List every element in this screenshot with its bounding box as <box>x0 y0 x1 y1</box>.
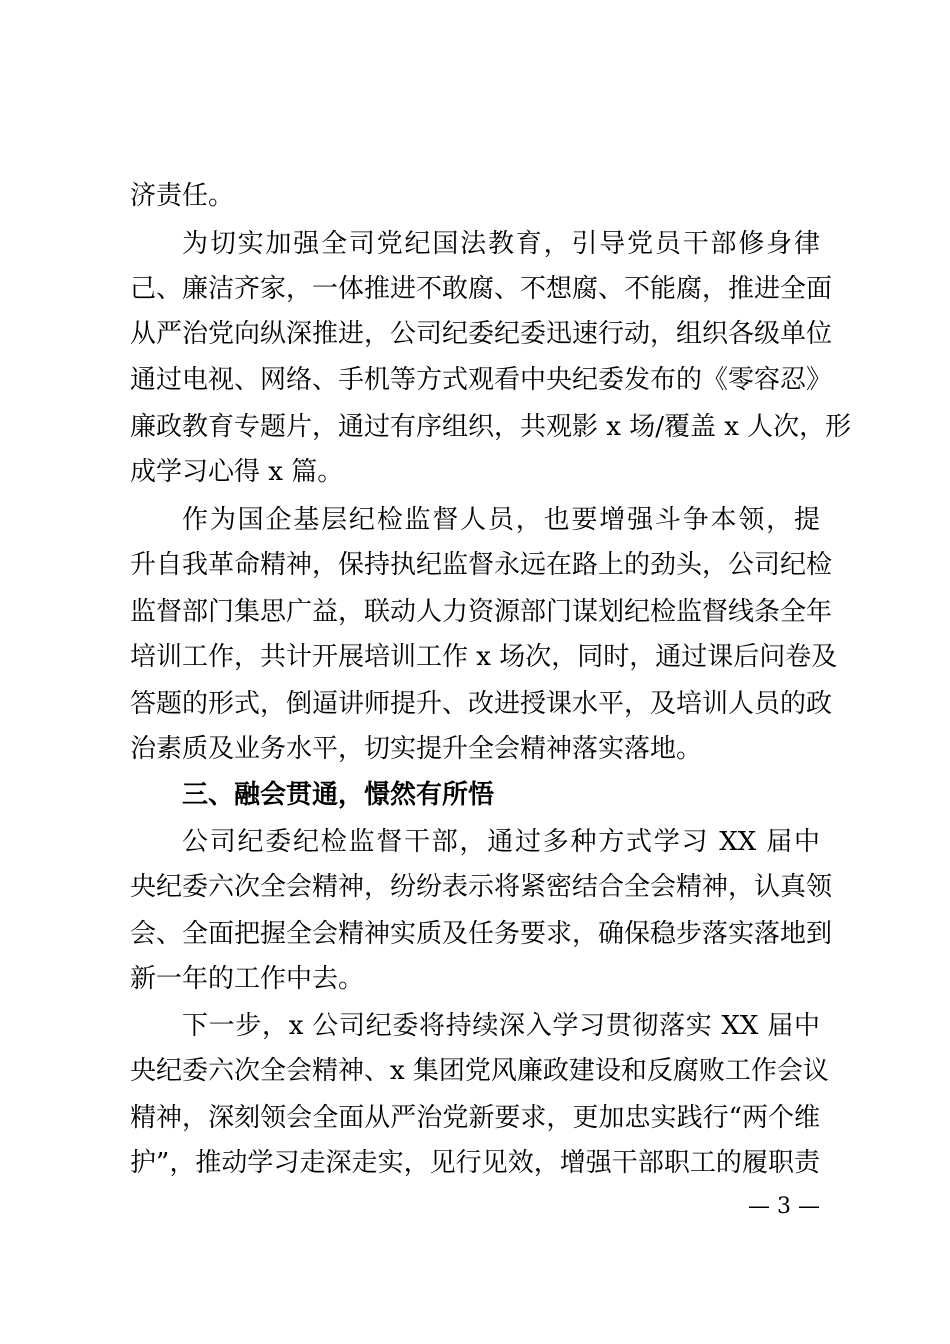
paragraph-line: 公司纪委纪检监督干部，通过多种方式学习 XX 届中 <box>182 827 820 857</box>
paragraph-line: 护”，推动学习走深走实，见行见效，增强干部职工的履职责 <box>130 1148 820 1178</box>
paragraph-line: 新一年的工作中去。 <box>130 964 365 994</box>
paragraph-line: 廉政教育专题片，通过有序组织，共观影 x 场/覆盖 x 人次，形 <box>130 412 852 442</box>
paragraph-line: 治素质及业务水平，切实提升全会精神落实落地。 <box>130 734 703 764</box>
paragraph-line: 央纪委六次全会精神，纷纷表示将紧密结合全会精神，认真领 <box>130 872 833 902</box>
paragraph-line: 央纪委六次全会精神、x 集团党风廉政建设和反腐败工作会议 <box>130 1056 829 1086</box>
paragraph-line: 答题的形式，倒逼讲师提升、改进授课水平，及培训人员的政 <box>130 689 833 719</box>
paragraph-line: 下一步，x 公司纪委将持续深入学习贯彻落实 XX 届中 <box>182 1011 820 1041</box>
page-number: — 3 — <box>748 1194 820 1219</box>
paragraph-line: 培训工作，共计开展培训工作 x 场次，同时，通过课后问卷及 <box>130 642 838 672</box>
paragraph-line: 精神，深刻领会全面从严治党新要求，更加忠实践行“两个维 <box>130 1103 820 1133</box>
paragraph-line: 会、全面把握全会精神实质及任务要求，确保稳步落实落地到 <box>130 919 833 949</box>
paragraph-line: 通过电视、网络、手机等方式观看中央纪委发布的《零容忍》 <box>130 365 833 395</box>
section-heading: 三、融会贯通，憬然有所悟 <box>182 780 495 810</box>
paragraph-line: 作为国企基层纪检监督人员，也要增强斗争本领，提 <box>182 505 820 535</box>
paragraph-line: 己、廉洁齐家，一体推进不敢腐、不想腐、不能腐，推进全面 <box>130 274 833 304</box>
paragraph-line: 监督部门集思广益，联动人力资源部门谋划纪检监督线条全年 <box>130 597 833 627</box>
paragraph-line: 济责任。 <box>130 181 235 211</box>
paragraph-line: 为切实加强全司党纪国法教育，引导党员干部修身律 <box>182 229 820 259</box>
paragraph-line: 从严治党向纵深推进，公司纪委纪委迅速行动，组织各级单位 <box>130 319 833 349</box>
paragraph-line: 升自我革命精神，保持执纪监督永远在路上的劲头，公司纪检 <box>130 550 833 580</box>
paragraph-line: 成学习心得 x 篇。 <box>130 457 344 487</box>
